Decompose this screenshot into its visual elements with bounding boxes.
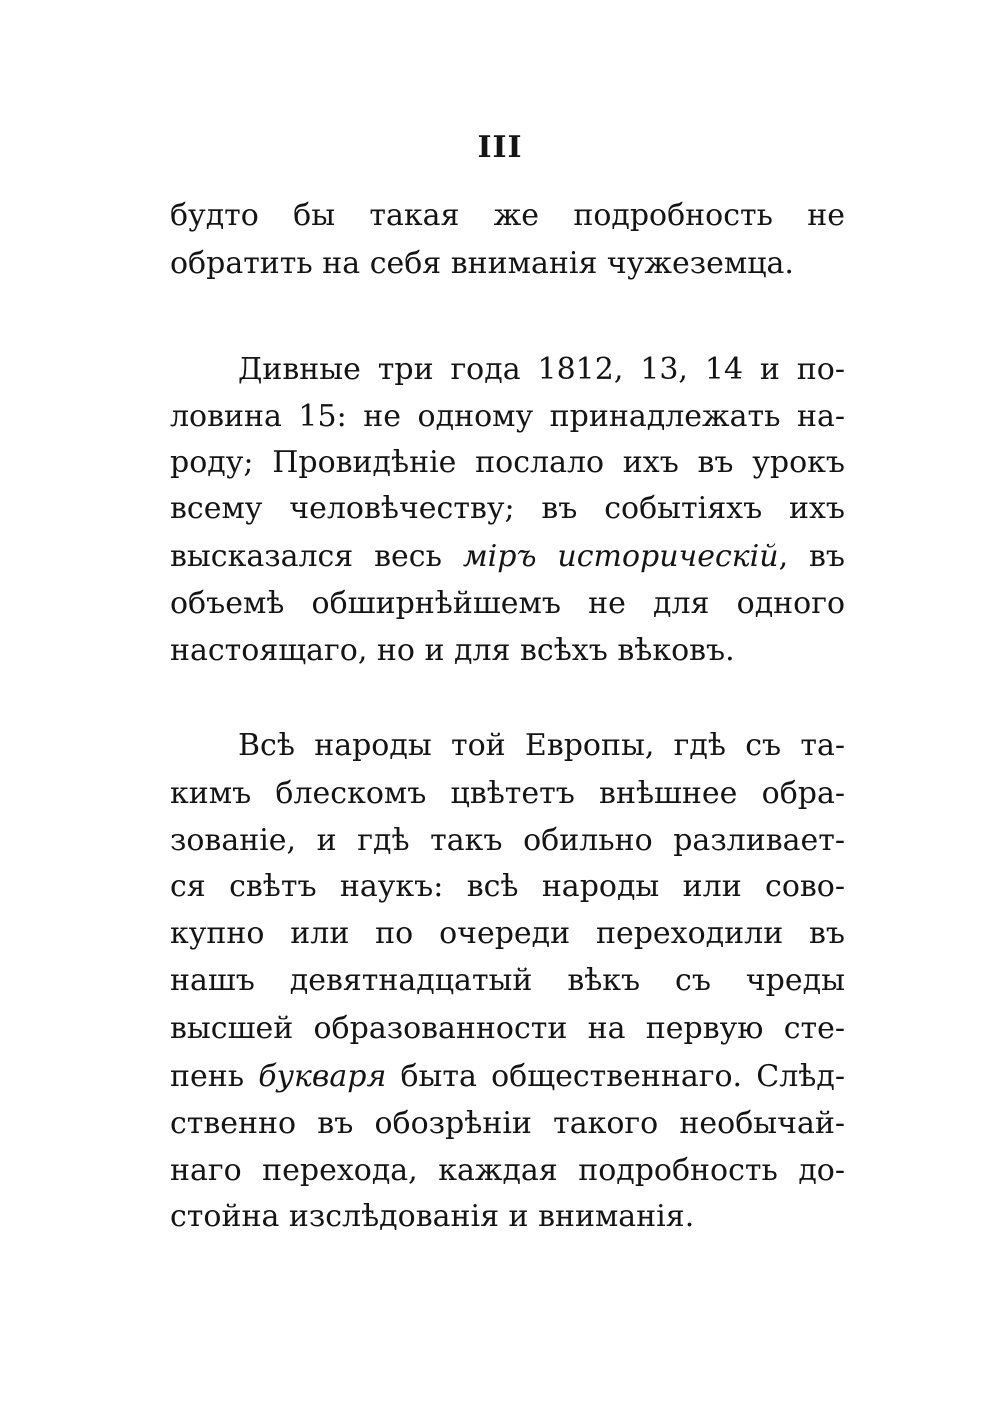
text-line: всему человѣчеству; въ событіяхъ ихъ <box>170 491 845 526</box>
text-line: стойна изслѣдованія и вниманія. <box>170 1199 695 1234</box>
text-line: наго перехода, каждая подробность до- <box>170 1153 845 1188</box>
text-line: нашъ девятнадцатый вѣкъ съ чреды <box>170 963 845 998</box>
text-line: Дивные три года 1812, 13, 14 и по- <box>238 352 845 387</box>
text-line: обратить на себя вниманія чужеземца. <box>170 246 794 281</box>
text-line: объемѣ обширнѣйшемъ не для одного <box>170 586 845 621</box>
italic-word: букваря <box>258 1059 387 1094</box>
text-line: ловина 15: не одному принадлежать на- <box>170 399 845 434</box>
text-line: высшей образованности на первую сте- <box>170 1011 845 1046</box>
text-line: пень букваря быта общественнаго. Слѣд- <box>170 1059 845 1094</box>
text-line: роду; Провидѣніе послало ихъ въ урокъ <box>170 445 845 480</box>
text-line: ся свѣтъ наукъ: всѣ народы или сово- <box>170 869 845 904</box>
italic-phrase: міръ историческій <box>462 539 779 574</box>
text-line: кимъ блескомъ цвѣтетъ внѣшнее обра- <box>170 776 845 811</box>
text-line: будто бы такая же подробность не <box>170 198 845 233</box>
text-line: высказался весь міръ историческій, въ <box>170 539 845 574</box>
text-line: купно или по очереди переходили въ <box>170 916 845 951</box>
text-line: зованіе, и гдѣ такъ обильно разливает- <box>170 823 845 858</box>
text-line: ственно въ обозрѣніи такого необычай- <box>170 1106 845 1141</box>
text-line: настоящаго, но и для всѣхъ вѣковъ. <box>170 633 735 668</box>
text-line: Всѣ народы той Европы, гдѣ съ та- <box>238 728 845 763</box>
page-number: III <box>477 130 523 165</box>
